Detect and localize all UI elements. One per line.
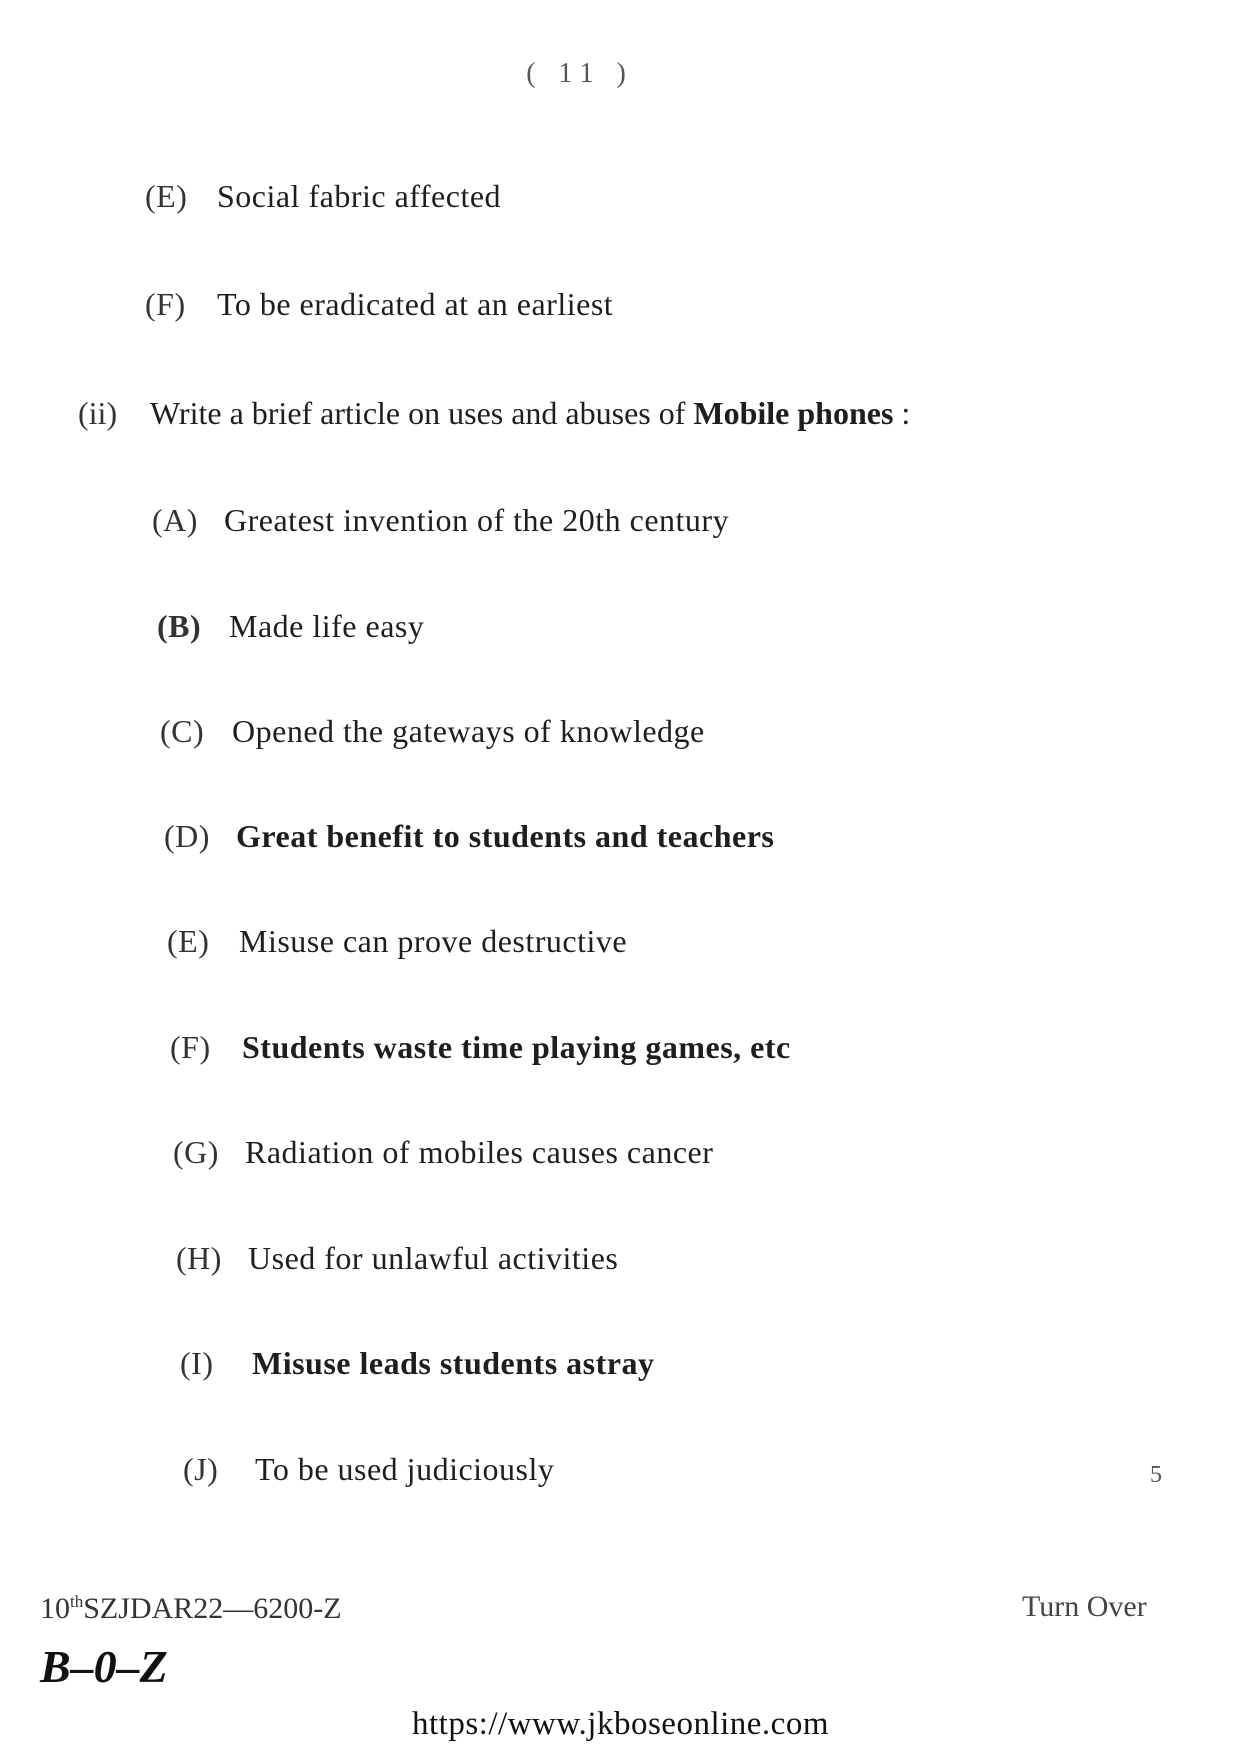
point-label: (F) xyxy=(145,286,186,322)
point-text: Misuse can prove destructive xyxy=(239,923,628,959)
point-text: Students waste time playing games, etc xyxy=(242,1029,791,1065)
point-e xyxy=(167,923,627,960)
point-f xyxy=(170,1029,791,1066)
point-text: Used for unlawful activities xyxy=(248,1240,619,1276)
question-text: Write a brief article on uses and abuses of xyxy=(150,395,694,431)
point-label: (B) xyxy=(157,608,202,644)
question-ii xyxy=(78,395,910,432)
point-a xyxy=(152,502,729,539)
set-code: B–0–Z xyxy=(40,1641,168,1692)
point-label: (J) xyxy=(183,1451,219,1487)
code-rest: SZJDAR22—6200-Z xyxy=(83,1592,342,1625)
point-text: Social fabric affected xyxy=(217,178,502,214)
point-text: Greatest invention of the 20th century xyxy=(224,502,730,538)
point-j xyxy=(183,1451,554,1488)
point-text: To be used judiciously xyxy=(255,1451,555,1487)
point-i xyxy=(180,1345,654,1382)
point-label: (E) xyxy=(167,923,210,959)
point-label: (G) xyxy=(173,1134,219,1170)
paper-code xyxy=(40,1592,342,1626)
point-text: Great benefit to students and teachers xyxy=(236,818,775,854)
point-label: (I) xyxy=(180,1345,214,1381)
point-c xyxy=(160,713,705,750)
point-text: Radiation of mobiles causes cancer xyxy=(245,1134,714,1170)
question-topic: Mobile phones xyxy=(693,395,894,431)
point-text: Opened the gateways of knowledge xyxy=(232,713,705,749)
point-text: To be eradicated at an earliest xyxy=(217,286,614,322)
previous-point-e xyxy=(145,178,501,215)
point-label: (C) xyxy=(160,713,205,749)
point-b xyxy=(157,608,424,645)
previous-point-f xyxy=(145,286,613,323)
point-label: (F) xyxy=(170,1029,211,1065)
point-label: (A) xyxy=(152,502,198,538)
point-label: (D) xyxy=(164,818,210,854)
point-text: Made life easy xyxy=(229,608,425,644)
point-h xyxy=(176,1240,618,1277)
point-d xyxy=(164,818,774,855)
turn-over: Turn Over xyxy=(1022,1590,1147,1623)
question-suffix: : xyxy=(893,395,911,431)
footer-url[interactable]: https://www.jkboseonline.com xyxy=(412,1706,829,1742)
point-text: Misuse leads students astray xyxy=(252,1345,655,1381)
point-label: (H) xyxy=(176,1240,222,1276)
point-label: (E) xyxy=(145,178,188,214)
page-number: ( 11 ) xyxy=(526,58,634,89)
point-g xyxy=(173,1134,713,1171)
code-prefix: 10 xyxy=(40,1592,70,1625)
marks: 5 xyxy=(1150,1462,1162,1488)
code-superscript: th xyxy=(70,1592,84,1611)
question-number: (ii) xyxy=(78,395,118,431)
